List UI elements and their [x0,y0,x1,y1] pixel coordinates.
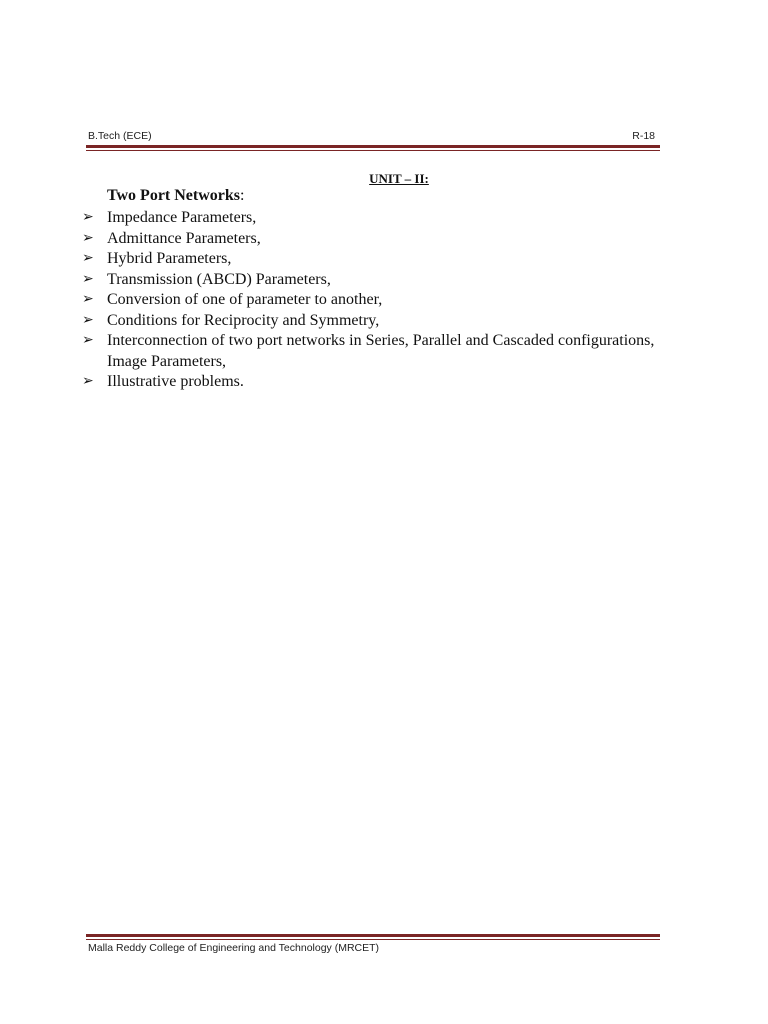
topic-list [82,208,654,393]
section-title [107,187,244,205]
header-course: B.Tech (ECE) [88,130,152,142]
topic-text: Transmission (ABCD) Parameters, [107,270,331,288]
section-title-text: Two Port Networks [107,187,241,204]
header-rule-thick [86,145,660,148]
list-item [82,311,654,332]
arrow-bullet-icon: ➢ [82,374,94,389]
topic-text: Conditions for Reciprocity and Symmetry, [107,311,380,329]
topic-text: Admittance Parameters, [107,229,261,247]
arrow-bullet-icon: ➢ [82,251,94,266]
arrow-bullet-icon: ➢ [82,333,94,348]
topic-text: Impedance Parameters, [107,209,257,226]
arrow-bullet-icon: ➢ [82,312,94,328]
topic-text: Conversion of one of parameter to another, [107,291,383,308]
arrow-bullet-icon: ➢ [82,271,94,287]
footer-rule-thick [86,934,660,937]
list-item [82,208,654,229]
unit-title [0,171,768,187]
footer-rule-thin [86,939,660,940]
topic-text: Hybrid Parameters, [107,250,232,267]
topic-text: Illustrative problems. [107,373,244,390]
list-item [82,331,654,372]
arrow-bullet-icon: ➢ [82,230,94,246]
header-regulation: R-18 [632,130,655,142]
list-item [82,270,654,291]
header-rule-thin [86,150,660,151]
unit-title-text: UNIT – II: [369,171,429,186]
section-title-colon: : [240,187,245,204]
list-item [82,372,654,393]
arrow-bullet-icon: ➢ [82,210,94,225]
list-item [82,290,654,311]
footer-institution: Malla Reddy College of Engineering and Technology (MRCET) [88,942,380,954]
topic-continuation-text: Image Parameters, [107,352,227,370]
list-item [82,249,654,270]
arrow-bullet-icon: ➢ [82,292,94,307]
topic-text: Interconnection of two port networks in Series, Parallel and Cascaded configurations, [107,332,655,349]
list-item [82,229,654,250]
